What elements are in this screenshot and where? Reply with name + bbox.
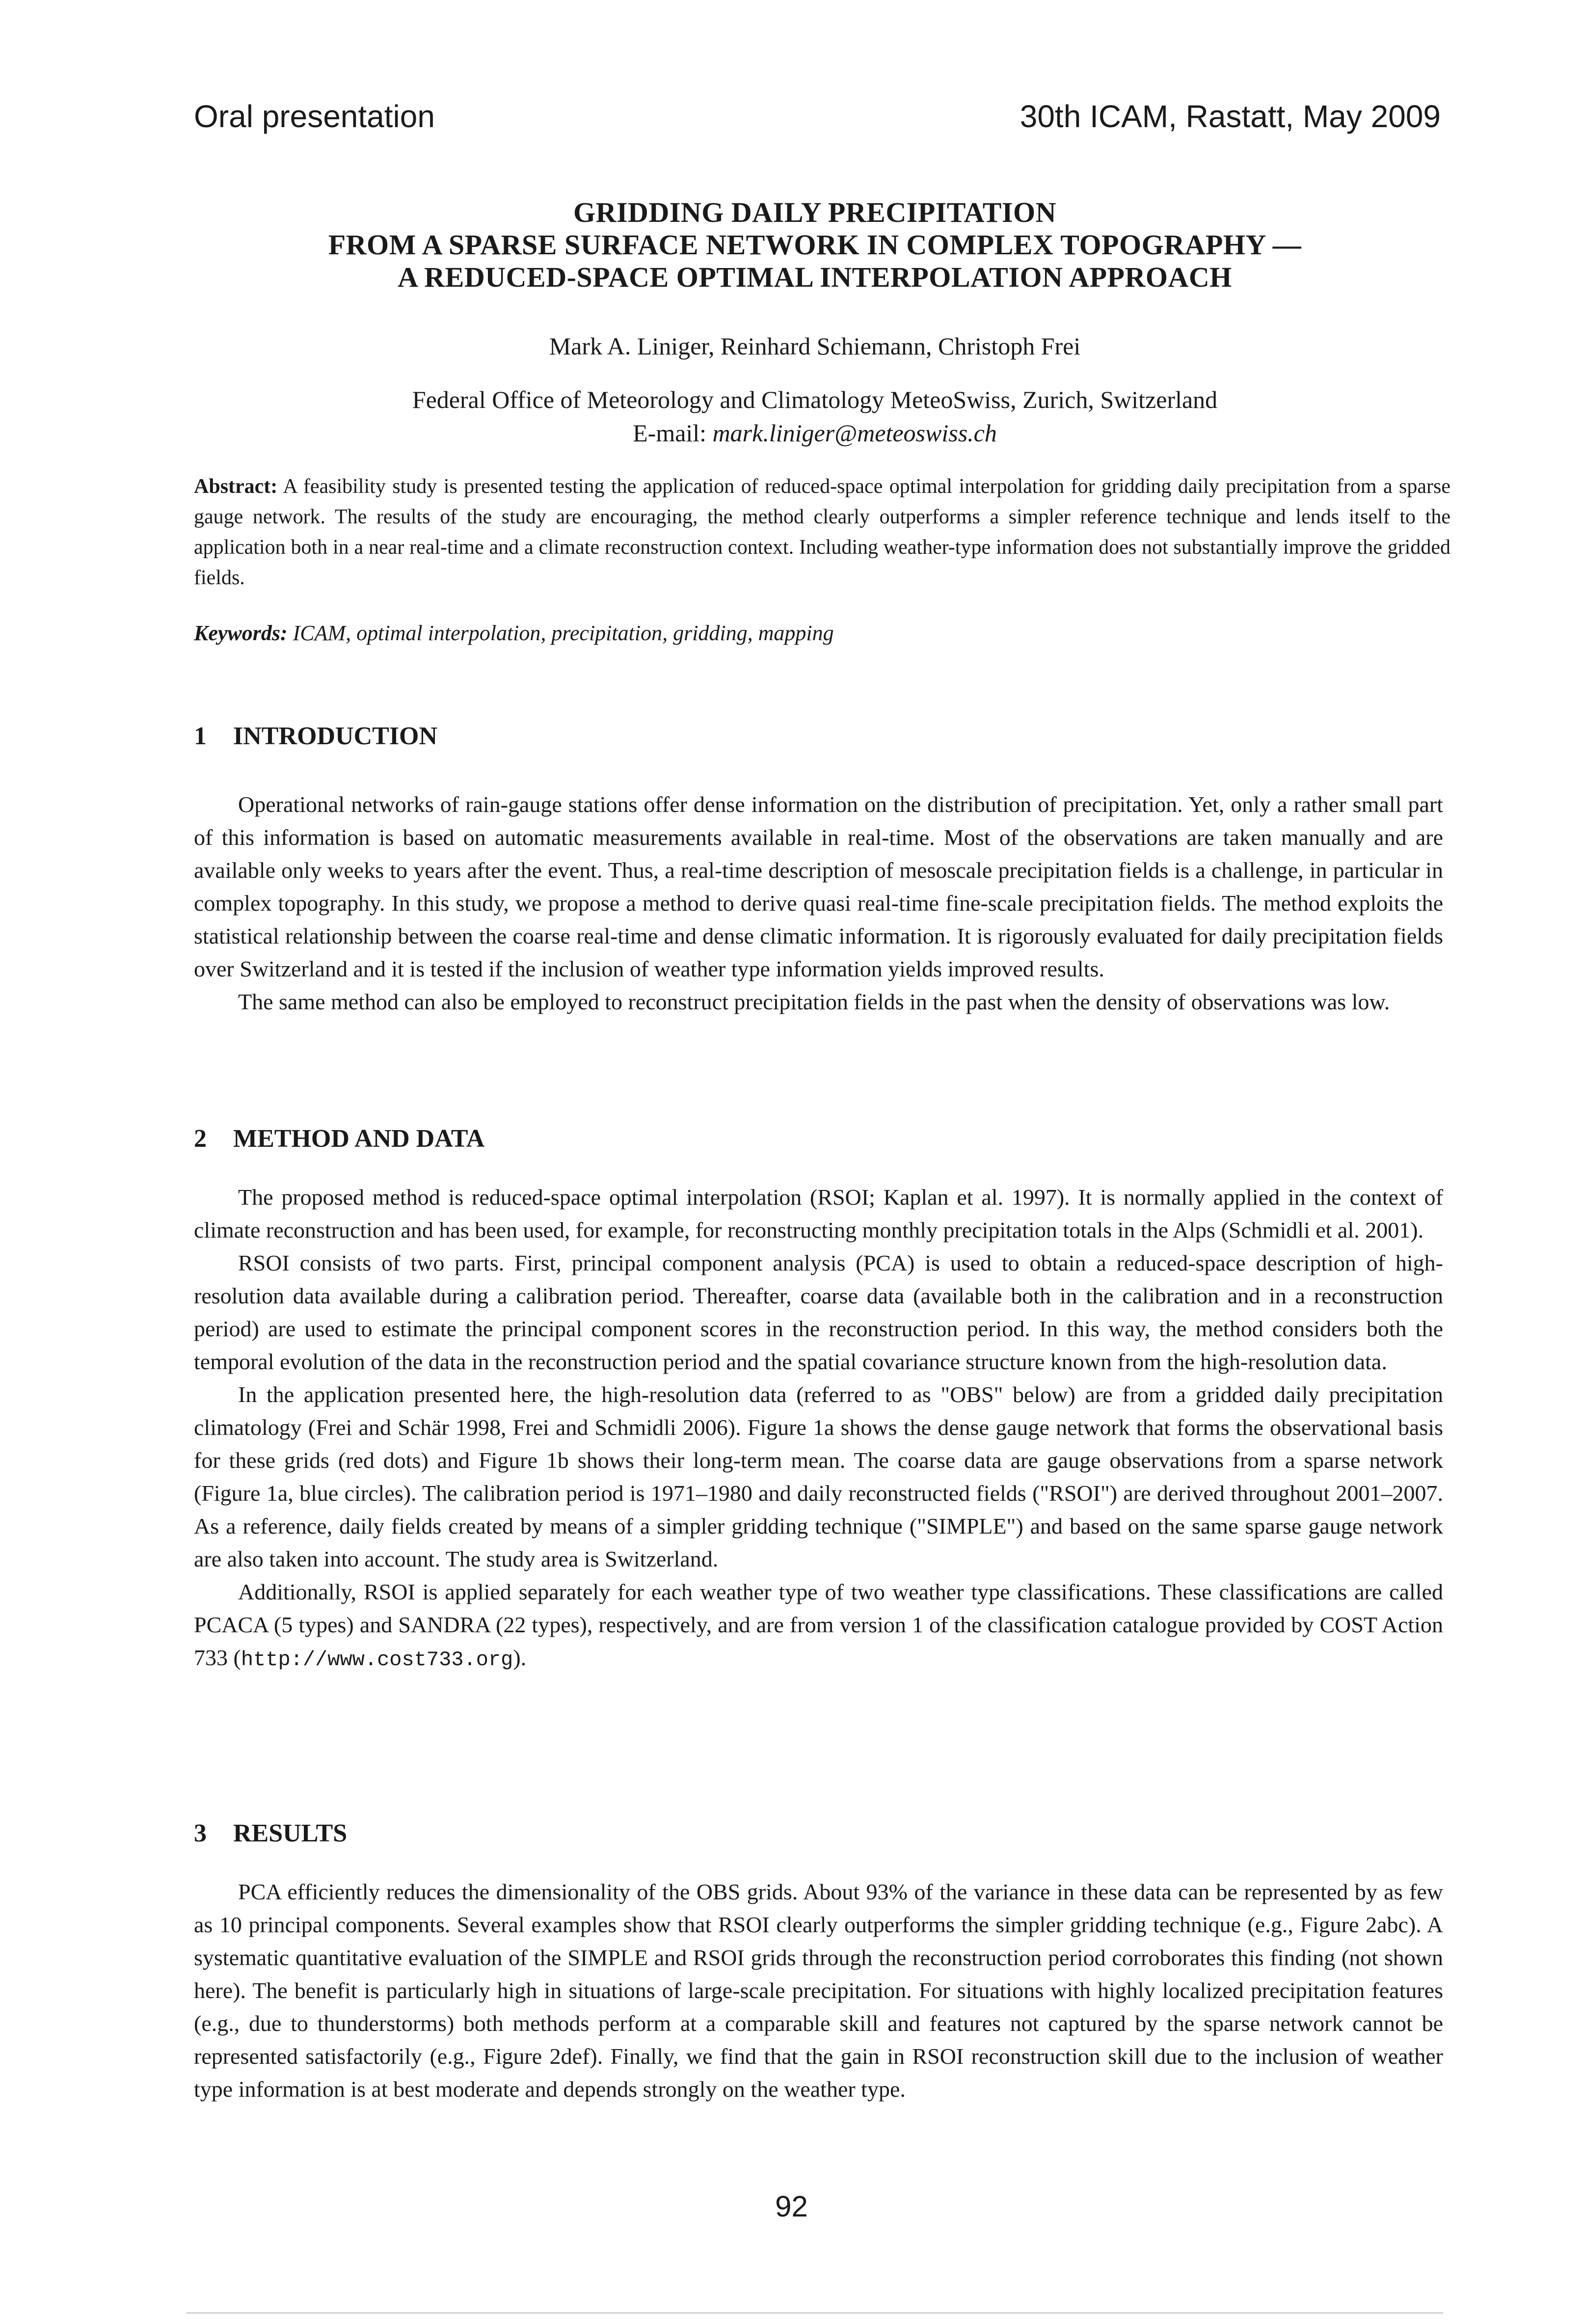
email-address: mark.liniger@meteoswiss.ch bbox=[712, 419, 997, 447]
section-title: METHOD AND DATA bbox=[233, 1125, 485, 1153]
section-heading-method bbox=[194, 1124, 484, 1153]
abstract bbox=[194, 471, 1450, 593]
title-line: FROM A SPARSE SURFACE NETWORK IN COMPLEX TOPOGRAPHY — bbox=[328, 229, 1302, 261]
paragraph-text: ). bbox=[513, 1645, 527, 1670]
paragraph: PCA efficiently reduces the dimensionality of the OBS grids. About 93% of the variance in these data can be represented by as few as 10 principal components. Several examples show that RSOI clearly outperforms the simpler gridding technique (e.g., Figure 2abc). A systematic quantitative evaluation of the SIMPLE and RSOI grids through the reconstruction period corroborates this finding (not shown here). The benefit is particularly high in situations of large-scale precipitation. For situations with highly localized precipitation features (e.g., due to thunderstorms) both methods perform at a comparable skill and features not captured by the sparse network cannot be represented satisfactorily (e.g., Figure 2def). Finally, we find that the gain in RSOI reconstruction skill due to the inclusion of weather type information is at best moderate and depends strongly on the weather type. bbox=[194, 1879, 1443, 2102]
abstract-text: A feasibility study is presented testing the application of reduced-space optimal interpolation for gridding daily precipitation from a sparse gauge network. The results of the study are encouraging, the method clearly outperforms a simpler reference technique and lends itself to the application both in a near real-time and a climate reconstruction context. Including weather-type information does not substantially improve the gridded fields. bbox=[194, 475, 1450, 589]
paragraph-text: Additionally, RSOI is applied separately for each weather type of two weather type classifications. These classifications are called PCACA (5 types) and SANDRA (22 types), respectively, and are from version 1 of the classification catalogue provided by COST Action 733 ( bbox=[194, 1579, 1443, 1670]
paragraph: RSOI consists of two parts. First, principal component analysis (PCA) is used to obtain a reduced-space description of high-resolution data available during a calibration period. Thereafter, coarse data (available both in the calibration and in a reconstruction period) are used to estimate the principal component scores in the reconstruction period. In this way, the method considers both the temporal evolution of the data in the reconstruction period and the spatial covariance structure known from the high-resolution data. bbox=[194, 1250, 1443, 1374]
keywords bbox=[194, 621, 1450, 646]
paragraph: The proposed method is reduced-space optimal interpolation (RSOI; Kaplan et al. 1997). It is normally applied in the context of climate reconstruction and has been used, for example, for reconstructing monthly precipitation totals in the Alps (Schmidli et al. 2001). bbox=[194, 1185, 1443, 1243]
header-right: 30th ICAM, Rastatt, May 2009 bbox=[1020, 99, 1441, 134]
title-line: A REDUCED-SPACE OPTIMAL INTERPOLATION APPROACH bbox=[398, 261, 1232, 293]
paper-title bbox=[187, 196, 1443, 294]
section-title: RESULTS bbox=[233, 1819, 348, 1847]
keywords-text: ICAM, optimal interpolation, precipitation, gridding, mapping bbox=[293, 621, 834, 645]
cost733-link[interactable]: http://www.cost733.org bbox=[241, 1648, 513, 1672]
authors: Mark A. Liniger, Reinhard Schiemann, Christoph Frei bbox=[549, 332, 1081, 360]
email-label: E-mail: bbox=[633, 419, 713, 447]
paragraph bbox=[194, 1575, 1443, 1676]
abstract-label: Abstract: bbox=[194, 475, 278, 498]
section-heading-introduction bbox=[194, 722, 437, 751]
email-line bbox=[187, 416, 1443, 450]
paragraph: Operational networks of rain-gauge stations offer dense information on the distribution of precipitation. Yet, only a rather small part of this information is based on automatic measurements available in real-time. Most of the observations are taken manually and are available only weeks to years after the event. Thus, a real-time description of mesoscale precipitation fields is a challenge, in particular in complex topography. In this study, we propose a method to derive quasi real-time fine-scale precipitation fields. The method exploits the statistical relationship between the coarse real-time and dense climatic information. It is rigorously evaluated for daily precipitation fields over Switzerland and it is tested if the inclusion of weather type information yields improved results. bbox=[194, 792, 1443, 981]
paragraph: In the application presented here, the high-resolution data (referred to as "OBS" below) are from a gridded daily precipitation climatology (Frei and Schär 1998, Frei and Schmidli 2006). Figure 1a shows the dense gauge network that forms the observational basis for these grids (red dots) and Figure 1b shows their long-term mean. The coarse data are gauge observations from a sparse network (Figure 1a, blue circles). The calibration period is 1971–1980 and daily reconstructed fields ("RSOI") are derived throughout 2001–2007. As a reference, daily fields created by means of a simpler gridding technique ("SIMPLE") and based on the same sparse gauge network are also taken into account. The study area is Switzerland. bbox=[194, 1382, 1443, 1571]
section-heading-results bbox=[194, 1819, 347, 1848]
section-body-introduction bbox=[194, 788, 1443, 1018]
section-number: 1 bbox=[194, 722, 207, 750]
section-body-method bbox=[194, 1181, 1443, 1676]
keywords-label: Keywords: bbox=[194, 621, 288, 645]
section-number: 2 bbox=[194, 1125, 207, 1153]
affiliation-block bbox=[187, 383, 1443, 450]
paragraph: The same method can also be employed to reconstruct precipitation fields in the past when the density of observations was low. bbox=[238, 989, 1390, 1014]
title-line: GRIDDING DAILY PRECIPITATION bbox=[573, 196, 1057, 228]
affiliation: Federal Office of Meteorology and Climatology MeteoSwiss, Zurich, Switzerland bbox=[412, 386, 1218, 413]
section-body-results bbox=[194, 1875, 1443, 2106]
page-number: 92 bbox=[775, 2190, 808, 2223]
header-left: Oral presentation bbox=[194, 99, 435, 134]
section-number: 3 bbox=[194, 1819, 207, 1847]
scan-edge-divider bbox=[187, 2312, 1443, 2314]
section-title: INTRODUCTION bbox=[233, 722, 438, 750]
